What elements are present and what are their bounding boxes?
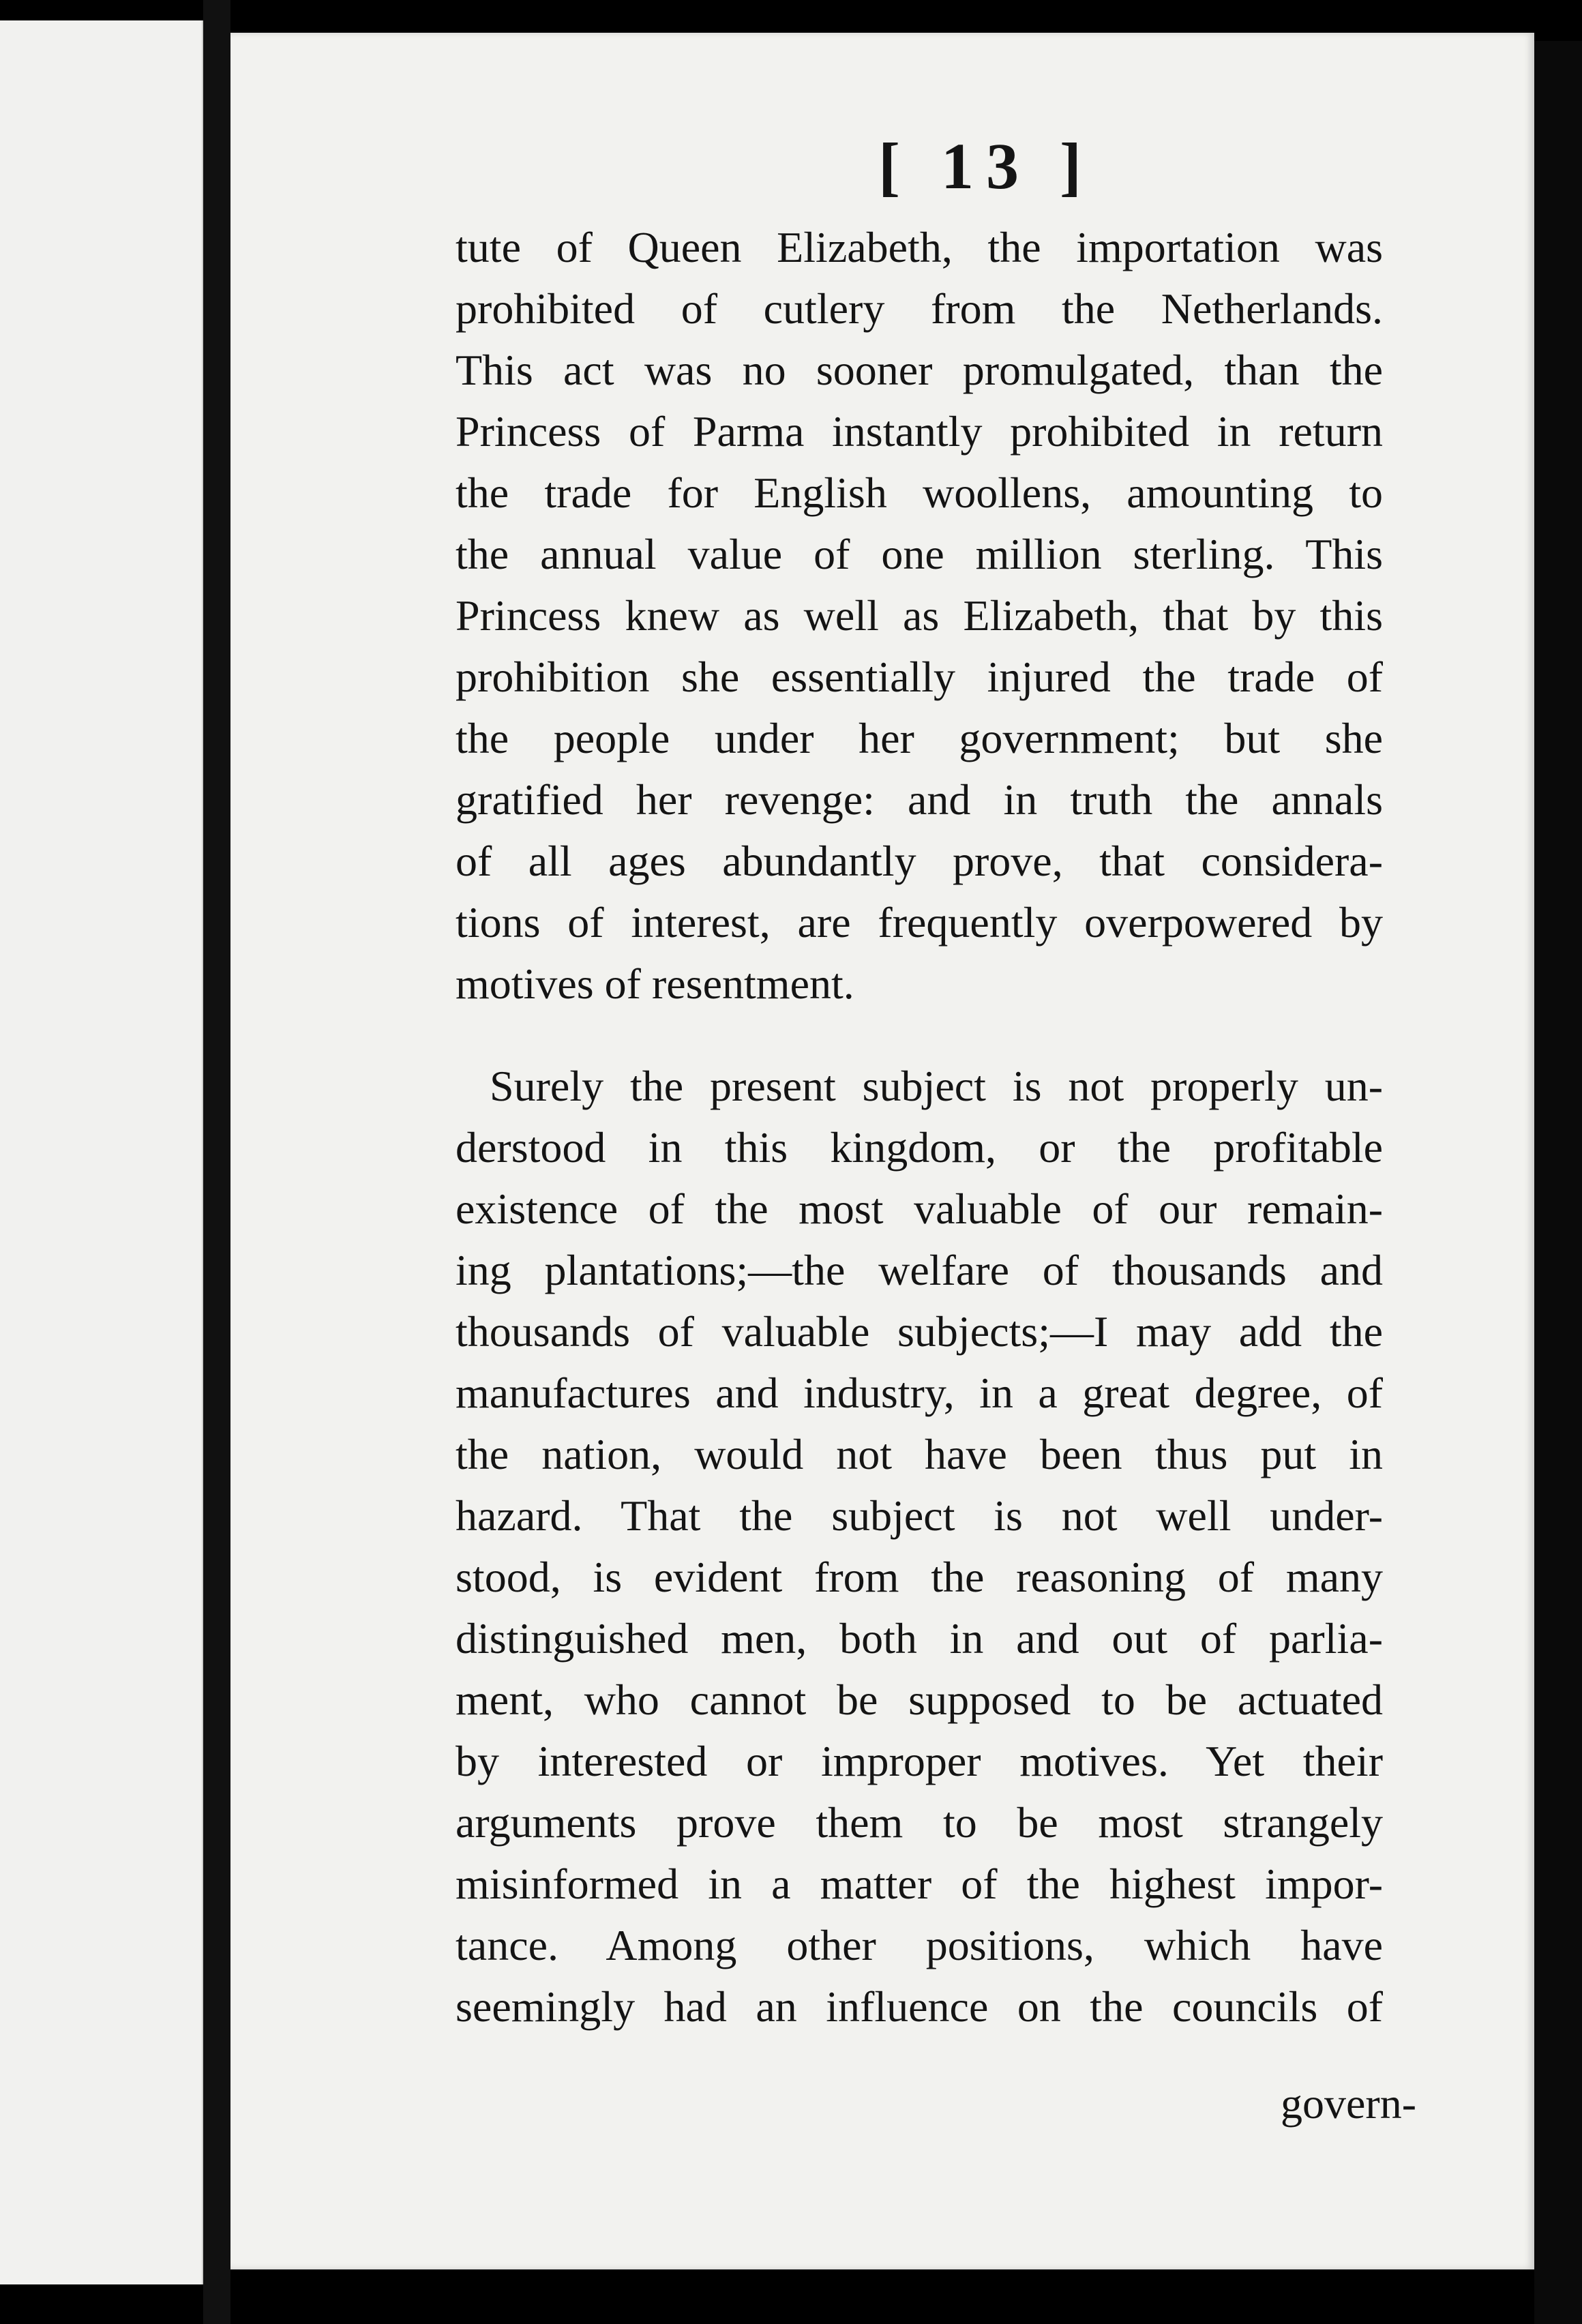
- catchword: govern-: [1281, 2079, 1417, 2128]
- text-line: the trade for English woollens, amounting to: [456, 468, 1383, 517]
- text-line: the nation, would not have been thus put in: [456, 1430, 1383, 1478]
- book-page: [230, 33, 1534, 2269]
- text-line: Surely the present subject is not properly un-: [490, 1062, 1383, 1110]
- text-line: motives of resentment.: [456, 959, 854, 1008]
- text-line: manufactures and industry, in a great degree, of: [456, 1369, 1383, 1417]
- body-text: [456, 217, 1383, 2038]
- text-line: gratified her revenge: and in truth the annals: [456, 775, 1383, 824]
- text-line: stood, is evident from the reasoning of many: [456, 1553, 1383, 1601]
- facing-page-fragment: [0, 20, 203, 2284]
- text-line: the people under her government; but she: [456, 714, 1383, 762]
- text-line: hazard. That the subject is not well under-: [456, 1491, 1383, 1540]
- text-line: misinformed in a matter of the highest impor-: [456, 1860, 1383, 1908]
- page-number-value: 13: [940, 130, 1031, 203]
- text-line: seemingly had an influence on the councils of: [456, 1982, 1383, 2031]
- text-line: of all ages abundantly prove, that considera-: [456, 837, 1383, 885]
- text-line: prohibited of cutlery from the Netherlands.: [456, 284, 1383, 333]
- page-number-bracket-open: [: [878, 130, 912, 203]
- text-line: ment, who cannot be supposed to be actuated: [456, 1675, 1383, 1724]
- text-line: ing plantations;—the welfare of thousands and: [456, 1246, 1383, 1294]
- text-line: derstood in this kingdom, or the profitable: [456, 1123, 1383, 1172]
- text-line: thousands of valuable subjects;—I may add the: [456, 1307, 1383, 1356]
- text-line: arguments prove them to be most strangely: [456, 1798, 1383, 1847]
- text-line: distinguished men, both in and out of parlia-: [456, 1614, 1383, 1663]
- text-line: existence of the most valuable of our remain-: [456, 1185, 1383, 1233]
- text-line: tute of Queen Elizabeth, the importation was: [456, 223, 1383, 271]
- page-edge-shadow: [1534, 41, 1582, 2324]
- text-line: Princess of Parma instantly prohibited in return: [456, 407, 1383, 456]
- text-line: tions of interest, are frequently overpowered by: [456, 898, 1383, 947]
- page-number: [878, 128, 1356, 204]
- text-line: Princess knew as well as Elizabeth, that by this: [456, 591, 1383, 640]
- text-line: prohibition she essentially injured the trade of: [456, 653, 1383, 701]
- text-line: the annual value of one million sterling. This: [456, 530, 1383, 578]
- text-line: by interested or improper motives. Yet their: [456, 1737, 1383, 1785]
- text-line: tance. Among other positions, which have: [456, 1921, 1383, 1969]
- page-number-bracket-close: ]: [1059, 130, 1094, 203]
- paragraph-spacer: [456, 1015, 1383, 1056]
- book-gutter: [203, 0, 230, 2324]
- paragraph-1: [456, 217, 1383, 1015]
- paragraph-2: [456, 1056, 1383, 2038]
- text-line: This act was no sooner promulgated, than the: [456, 346, 1383, 394]
